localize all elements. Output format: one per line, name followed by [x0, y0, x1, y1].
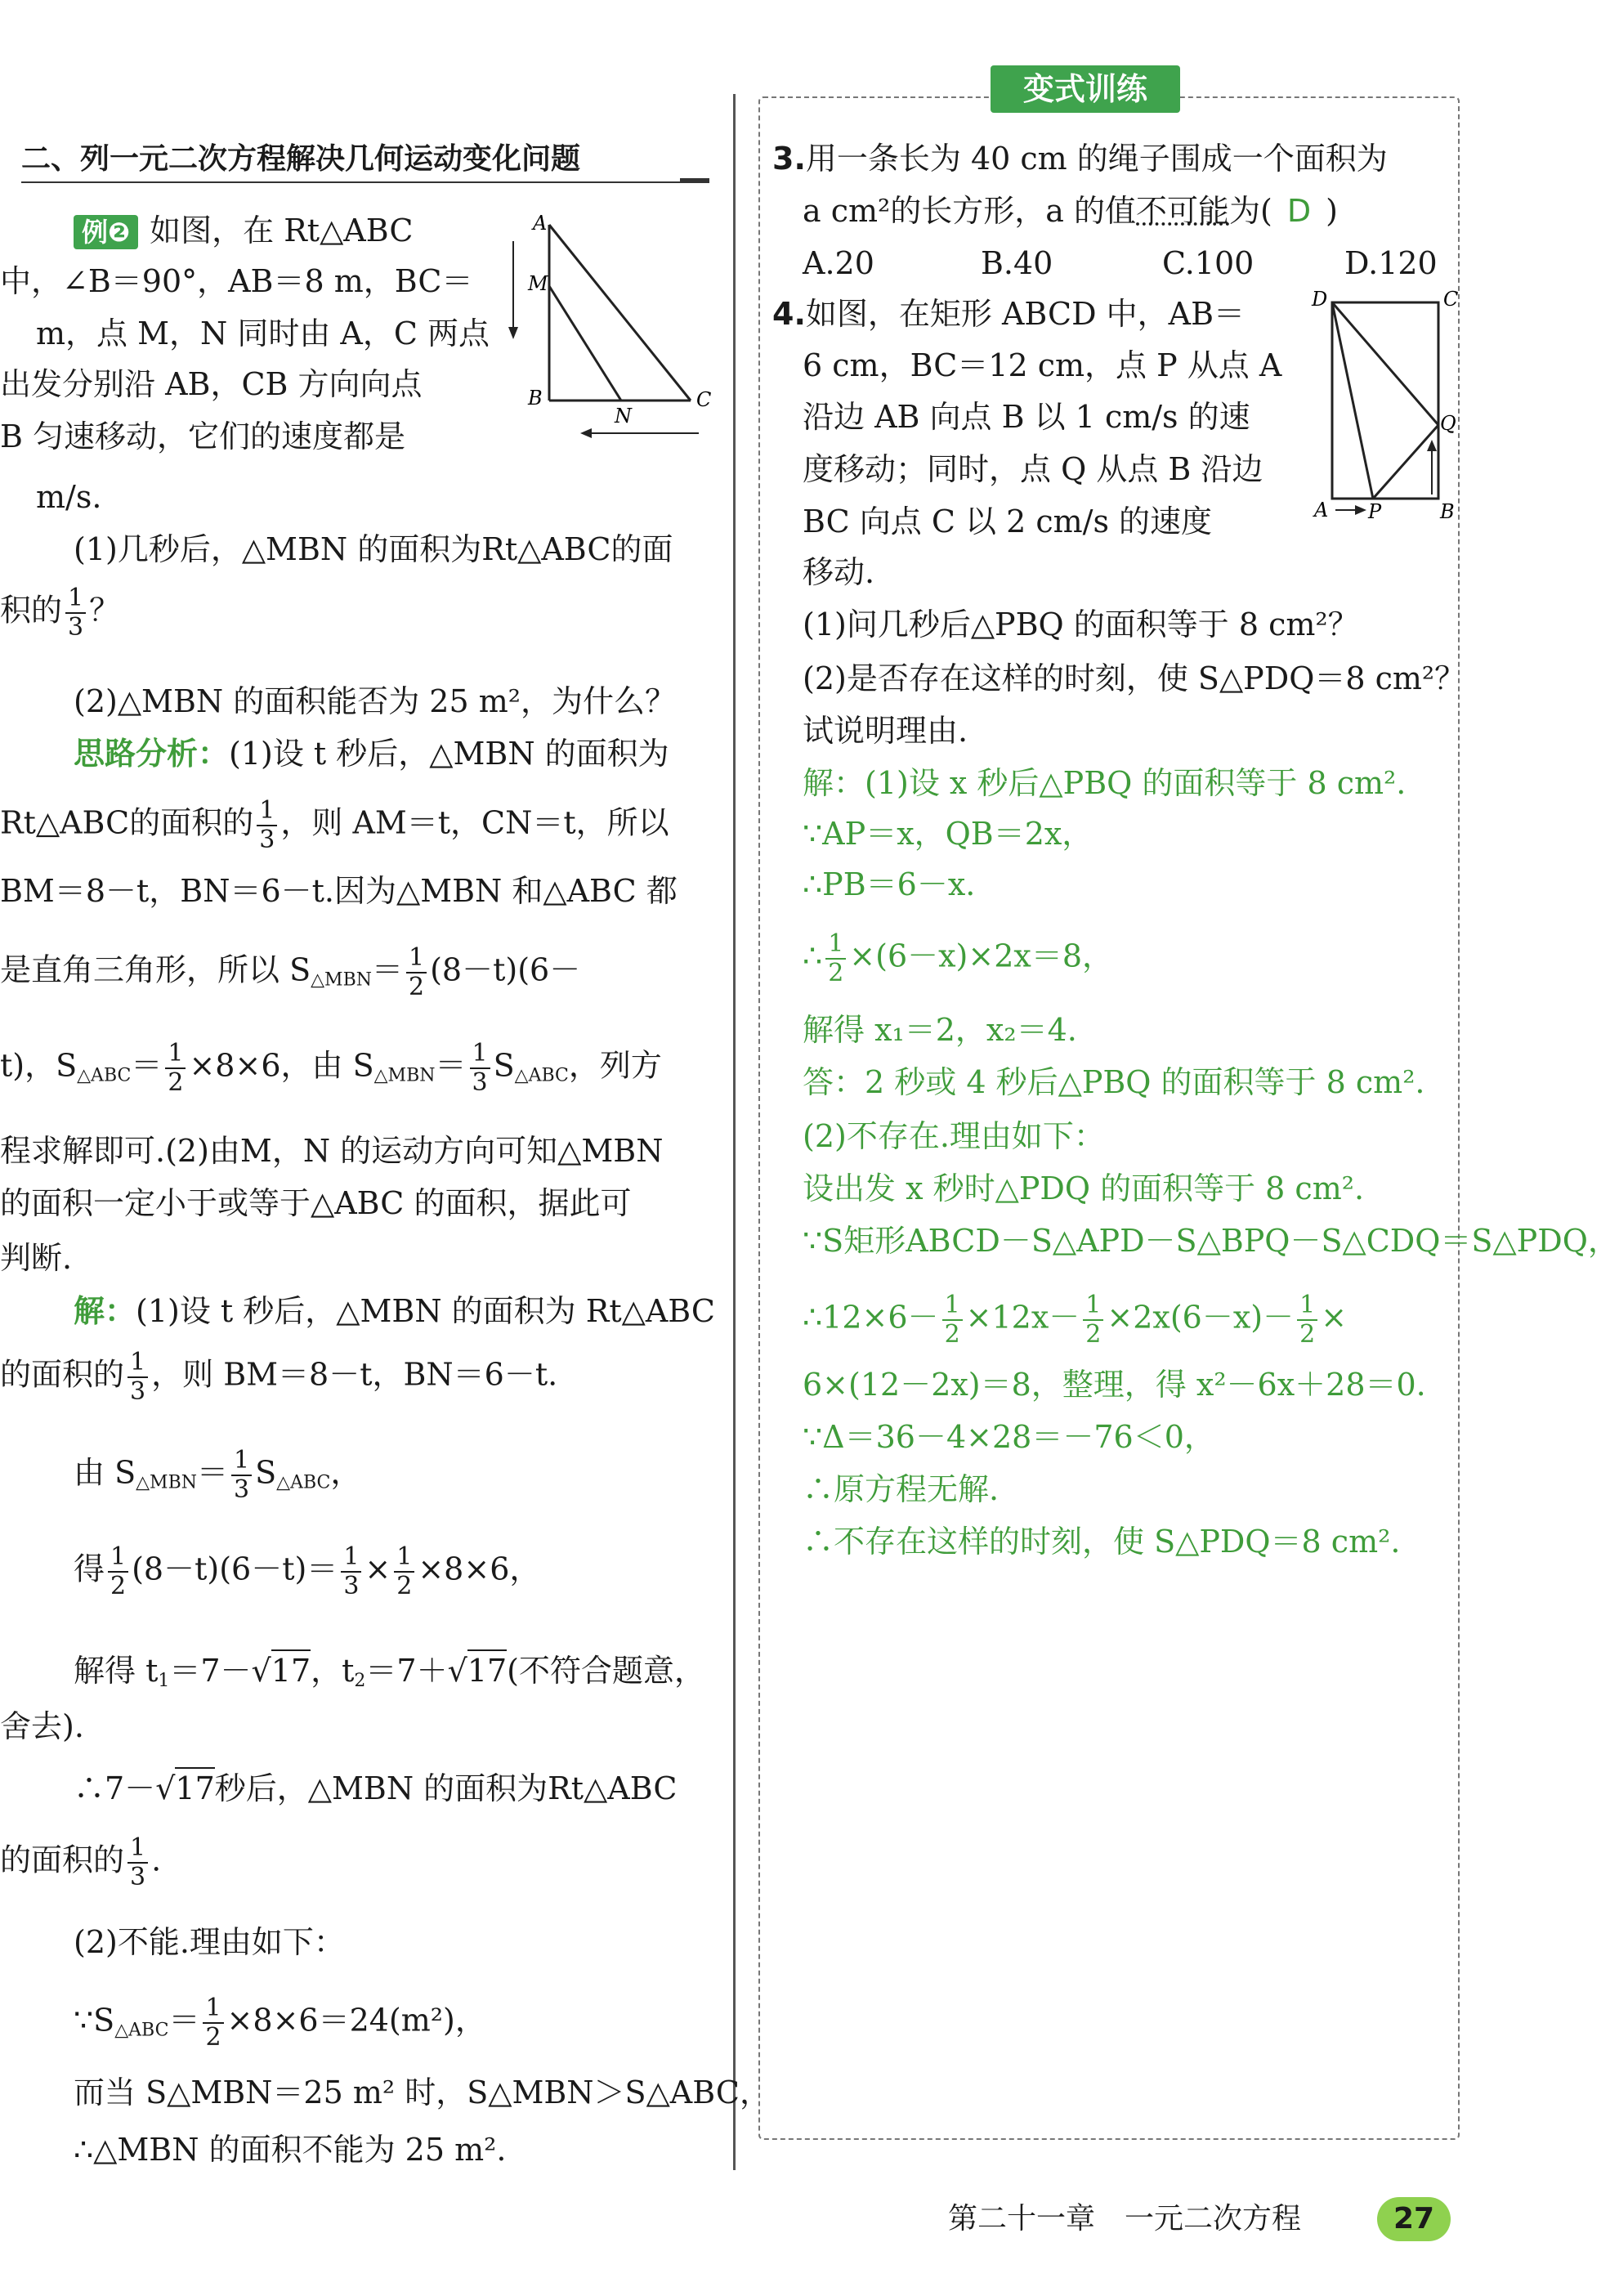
section-title: 二、列一元二次方程解决几何运动变化问题 [21, 142, 581, 176]
solution-line-9: (2)不能.理由如下： [74, 1924, 345, 1960]
solution-line-7: ∴7－√17秒后，△MBN 的面积为Rt△ABC [74, 1769, 677, 1808]
label-M: M [528, 272, 548, 295]
question-4-line-6: 移动. [803, 554, 875, 590]
answer-line-9: ∵S矩形ABCD－S△APD－S△BPQ－S△CDQ＝S△PDQ， [803, 1223, 1619, 1259]
answer-line-5: 解得 x₁＝2，x₂＝4. [803, 1012, 1077, 1048]
page-number: 27 [1377, 2197, 1451, 2241]
question-3-line-2: a cm²的长方形，a 的值不可能为( D ) [803, 193, 1338, 229]
section-underline-accent [680, 178, 709, 183]
label-A2: A [1314, 499, 1329, 521]
answer-line-4: ∴ $\frac{1}{2}$ ×(6－x)×2x＝8， [803, 929, 1114, 987]
question-3-answer: D [1286, 193, 1312, 229]
analysis-line-1: 思路分析：(1)设 t 秒后，△MBN 的面积为 [74, 736, 669, 772]
analysis-line-3: BM＝8－t，BN＝6－t.因为△MBN 和△ABC 都 [0, 873, 678, 909]
example-line-5: B 匀速移动，它们的速度都是 [0, 418, 406, 454]
solution-line-4: 得 $\frac{1}{2}$ (8－t)(6－t)＝ $\frac{1}{3}$ × $\frac{1}{2}$ ×8×6， [74, 1542, 541, 1600]
solution-line-11: 而当 S△MBN＝25 m² 时，S△MBN＞S△ABC， [74, 2074, 771, 2110]
label-C2: C [1443, 288, 1459, 311]
answer-line-1: 解：(1)设 x 秒后△PBQ 的面积等于 8 cm². [803, 765, 1407, 801]
option-c: C.100 [1162, 245, 1255, 281]
question-3-line-1: 3.用一条长为 40 cm 的绳子围成一个面积为 [772, 141, 1388, 177]
label-A: A [533, 212, 548, 235]
section-underline [21, 181, 708, 183]
label-D: D [1312, 288, 1328, 311]
example-line-3: m，点 M，N 同时由 A，C 两点 [36, 316, 490, 351]
solution-line-3: 由 $S_{\triangle MBN}=$ $\frac{1}{3}$ $S_{\triangle ABC}$， [74, 1446, 362, 1504]
label-B2: B [1440, 500, 1455, 523]
question-1-line-2: 积的 $\frac{1}{3}$ ？ [0, 584, 121, 642]
answer-line-14: ∴不存在这样的时刻，使 S△PDQ＝8 cm². [803, 1524, 1401, 1560]
analysis-line-5: t)，$S_{\triangle ABC}=$ $\frac{1}{2}$ ×8×6，由 $S_{\triangle MBN}=$ $\frac{1}{3}$ $S_{\triangle ABC}$，列方 [0, 1039, 662, 1097]
solution-line-5: 解得 $t_1=7-√17$，$t_2=7+√17$(不符合题意， [74, 1651, 705, 1701]
question-2: (2)△MBN 的面积能否为 25 m²，为什么？ [74, 683, 676, 719]
triangle-figure [490, 208, 715, 445]
question-4-line-4: 度移动；同时，点 Q 从点 B 沿边 [803, 451, 1263, 487]
label-B: B [528, 387, 543, 410]
example-line-6: m/s. [36, 479, 102, 515]
answer-line-3: ∴PB＝6－x. [803, 866, 976, 902]
question-4-part-2: (2)是否存在这样的时刻，使 S△PDQ＝8 cm²？ [803, 660, 1466, 696]
solution-line-2: 的面积的 $\frac{1}{3}$ ，则 BM＝8－t，BN＝6－t. [0, 1348, 558, 1406]
column-divider [733, 94, 736, 2170]
label-C: C [696, 388, 712, 411]
variant-training-tag: 变式训练 [991, 65, 1180, 113]
example-line-1: 例❷ 如图，在 Rt△ABC [74, 211, 413, 250]
answer-line-10: ∴12×6－ $\frac{1}{2}$ ×12x－ $\frac{1}{2}$ ×2x(6－x)－ $\frac{1}{2}$ × [803, 1291, 1348, 1349]
option-d: D.120 [1344, 245, 1438, 281]
question-4-part-1: (1)问几秒后△PBQ 的面积等于 8 cm²？ [803, 606, 1359, 642]
answer-line-8: 设出发 x 秒时△PDQ 的面积等于 8 cm². [803, 1170, 1365, 1206]
solution-line-8: 的面积的 $\frac{1}{3}$ . [0, 1833, 162, 1891]
answer-line-13: ∴原方程无解. [803, 1471, 1000, 1507]
question-1-line-1: (1)几秒后，△MBN 的面积为Rt△ABC的面 [74, 531, 673, 567]
answer-line-11: 6×(12－2x)＝8，整理，得 x²－6x＋28＝0. [803, 1367, 1426, 1403]
chapter-footer: 第二十一章 一元二次方程 [948, 2202, 1302, 2236]
rectangle-figure [1308, 286, 1459, 531]
analysis-line-4: 是直角三角形，所以 $S_{\triangle MBN}=$ $\frac{1}{2}$ (8－t)(6－ [0, 943, 581, 1001]
answer-line-7: (2)不存在.理由如下： [803, 1118, 1105, 1154]
solution-line-12: ∴△MBN 的面积不能为 25 m². [74, 2132, 507, 2168]
option-a: A.20 [803, 245, 874, 281]
solution-line-6: 舍去). [0, 1708, 84, 1744]
question-4-part-3: 试说明理由. [803, 713, 968, 749]
answer-line-6: 答：2 秒或 4 秒后△PBQ 的面积等于 8 cm². [803, 1064, 1425, 1100]
label-Q: Q [1440, 412, 1456, 435]
analysis-line-2: Rt△ABC的面积的 $\frac{1}{3}$ ，则 AM＝t，CN＝t，所以 [0, 796, 669, 854]
example-badge: 例❷ [74, 215, 138, 249]
option-b: B.40 [981, 245, 1053, 281]
analysis-line-7: 的面积一定小于或等于△ABC 的面积，据此可 [0, 1185, 632, 1221]
example-line-2: 中，∠B＝90°，AB＝8 m，BC＝ [0, 263, 473, 299]
answer-line-12: ∵Δ＝36－4×28＝－76＜0， [803, 1419, 1215, 1455]
analysis-line-6: 程求解即可.(2)由M，N 的运动方向可知△MBN [0, 1133, 664, 1169]
question-4-line-5: BC 向点 C 以 2 cm/s 的速度 [803, 504, 1213, 539]
label-N: N [615, 405, 632, 427]
solution-line-10: $\because S_{\triangle ABC}=$ $\frac{1}{2}$ ×8×6＝24(m²)， [74, 1994, 486, 2052]
label-P: P [1368, 500, 1382, 523]
answer-line-2: ∵AP＝x，QB＝2x， [803, 816, 1093, 852]
solution-line-1: 解：(1)设 t 秒后，△MBN 的面积为 Rt△ABC [74, 1293, 715, 1329]
question-4-line-1: 4.如图，在矩形 ABCD 中，AB＝ [772, 296, 1246, 332]
question-4-line-2: 6 cm，BC＝12 cm，点 P 从点 A [803, 347, 1282, 383]
example-line-4: 出发分别沿 AB，CB 方向向点 [0, 366, 423, 402]
question-4-line-3: 沿边 AB 向点 B 以 1 cm/s 的速 [803, 399, 1250, 435]
analysis-line-8: 判断. [0, 1240, 73, 1276]
